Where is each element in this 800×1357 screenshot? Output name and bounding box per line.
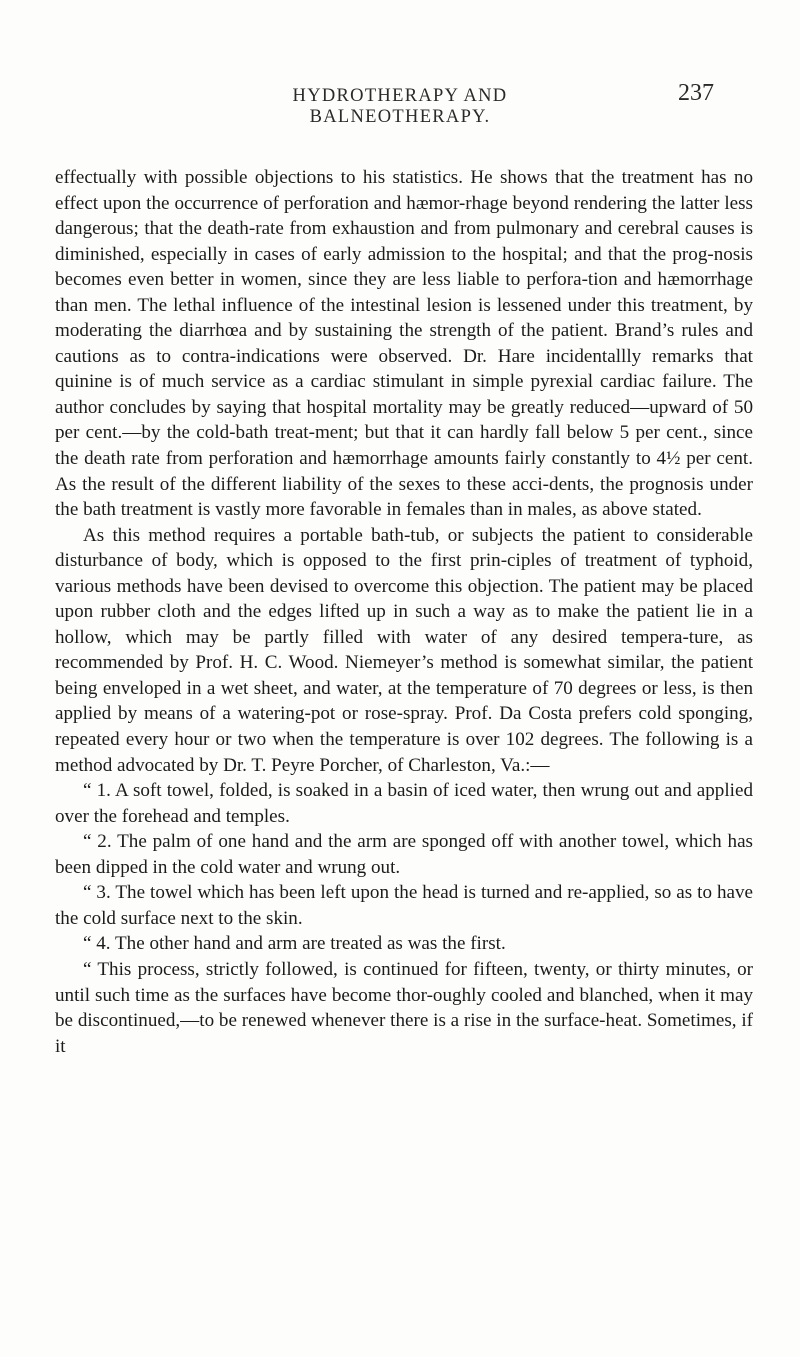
- step-2: “ 2. The palm of one hand and the arm are sponged off with another towel, which has been dipped in the cold water and wrung out.: [55, 831, 753, 878]
- paragraph-methods: As this method requires a portable bath-tub, or subjects the patient to considerable disturbance of body, which is opposed to the first prin-ciples of treatment of typhoid, various methods have been devised to overcome this objection. The patient may be placed upon rubber cloth and the edges lifted up in such a way as to make the patient lie in a hollow, which may be partly filled with water of any desired tempera-ture, as recommended by Prof. H. C. Wood. Niemeyer’s method is somewhat similar, the patient being enveloped in a wet sheet, and water, at the temperature of 70 degrees or less, is then applied by means of a watering-pot or rose-spray. Prof. Da Costa prefers cold sponging, repeated every hour or two when the temperature is over 102 degrees. The following is a method advocated by Dr. T. Peyre Porcher, of Charleston, Va.:—: [55, 524, 753, 776]
- step-4: “ 4. The other hand and arm are treated as was the first.: [83, 933, 506, 955]
- step-1: “ 1. A soft towel, folded, is soaked in a basin of iced water, then wrung out and applied over the forehead and temples.: [55, 780, 753, 827]
- step-3: “ 3. The towel which has been left upon the head is turned and re-applied, so as to have the cold surface next to the skin.: [55, 882, 753, 929]
- body-text: [55, 165, 753, 1059]
- paragraph-statistics: effectually with possible objections to his statistics. He shows that the treatment has no effect upon the occurrence of perforation and hæmor-rhage beyond rendering the latter less dangerous; that the death-rate from exhaustion and from pulmonary and cerebral causes is diminished, especially in cases of early admission to the hospital; and that the prog-nosis becomes even better in women, since they are less liable to perfora-tion and hæmorrhage than men. The lethal influence of the intestinal lesion is lessened under this treatment, by moderating the diarrhœa and by sustaining the strength of the patient. Brand’s rules and cautions as to contra-indications were observed. Dr. Hare incidentallly remarks that quinine is of much service as a cardiac stimulant in simple pyrexial cardiac failure. The author concludes by saying that hospital mortality may be greatly reduced—upward of 50 per cent.—by the cold-bath treat-ment; but that it can hardly fall below 5 per cent., since the death rate from perforation and hæmorrhage amounts fairly constantly to 4½ per cent. As the result of the different liability of the sexes to these acci-dents, the prognosis under the bath treatment is vastly more favorable in females than in males, as above stated.: [55, 167, 753, 521]
- paragraph-process: “ This process, strictly followed, is continued for fifteen, twenty, or thirty minutes, or until such time as the surfaces have become thor-oughly cooled and blanched, when it may be discontinued,—to be renewed whenever there is a rise in the surface-heat. Sometimes, if it: [55, 958, 753, 1057]
- page-number: 237: [678, 80, 714, 106]
- running-title: HYDROTHERAPY AND BALNEOTHERAPY.: [292, 86, 508, 127]
